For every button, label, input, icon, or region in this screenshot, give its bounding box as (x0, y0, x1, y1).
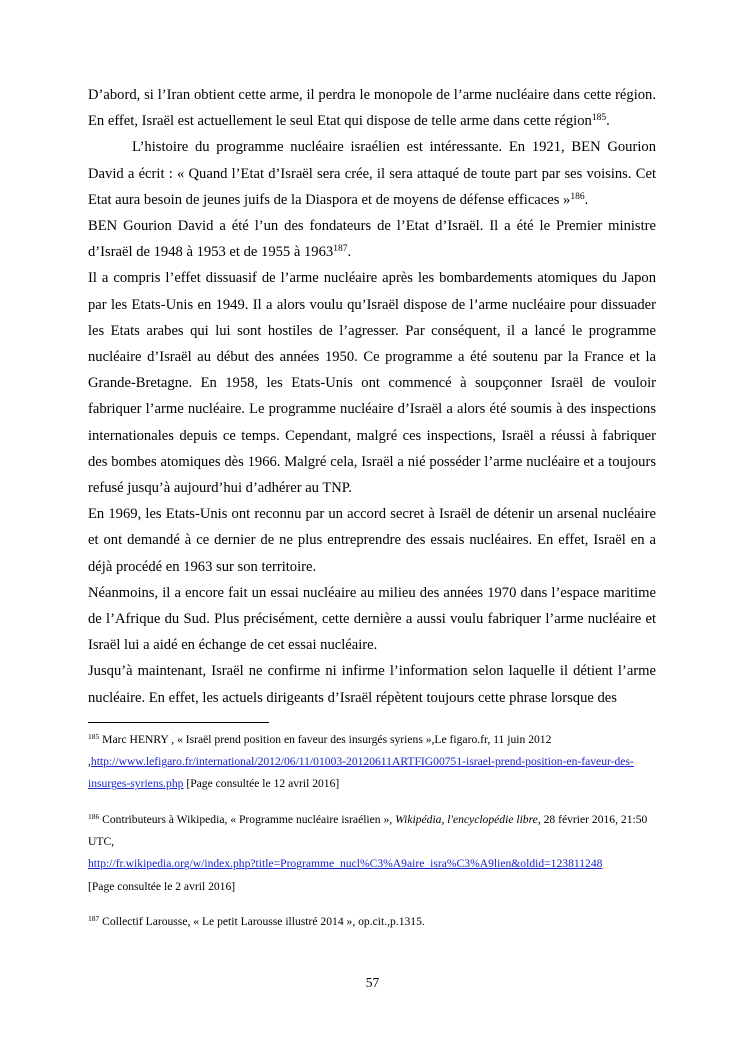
body-text (88, 82, 656, 711)
paragraph-2: L’histoire du programme nucléaire israélien est intéressante. En 1921, BEN Gourion David a écrit : « Quand l’Etat d’Israël sera crée, il sera attaqué de toute part par ses voisins. Cet Etat aura besoin de jeunes juifs de la Diaspora et de moyens de défense efficaces »$^{186}$. (88, 139, 656, 208)
paragraph-4: Il a compris l’effet dissuasif de l’arme nucléaire après les bombardements atomiques du Japon par les Etats-Unis en 1949. Il a alors voulu qu’Israël dispose de l’arme nucléaire pour dissuader les Etats arabes qui lui sont hostiles de l’agresser. Par conséquent, il a lancé le programme nucléaire d’Israël au début des années 1950. Ce programme a été soutenu par la France et la Grande-Bretagne. En 1958, les Etats-Unis ont commencé à soupçonner Israël de vouloir fabriquer l’arme nucléaire. Le programme nucléaire d’Israël a alors été soumis à des inspections internationales depuis ce temps. Cependant, malgré ces inspections, Israël a réussi à fabriquer des bombes atomiques dès 1966. Malgré cela, Israël a nié posséder l’arme nucléaire et a toujours refusé jusqu’à aujourd’hui d’adhérer au TNP. (88, 270, 656, 497)
paragraph-5: En 1969, les Etats-Unis ont reconnu par un accord secret à Israël de détenir un arsenal nucléaire et ont demandé à ce dernier de ne plus entreprendre des essais nucléaires. En effet, Israël en a déjà procédé en 1963 sur son territoire. (88, 506, 656, 575)
footnote-185-link[interactable]: http://www.lefigaro.fr/international/2012/06/11/01003-20120611ARTFIG00751-israel-prend-position-en-faveur-des-insurges-syriens.php (88, 755, 634, 791)
footnote-185: $^{185}$ Marc HENRY , « Israël prend position en faveur des insurgés syriens »,Le figaro.fr, 11 juin 2012 ,http://www.lefigaro.fr/international/2012/06/11/01003-20120611ARTFIG00751-israel-prend-position-en-faveur-des-insurges-syriens.php [Page consultée le 12 avril 2016] (88, 731, 634, 791)
document-page (88, 82, 656, 933)
footnote-ref-187[interactable]: 187 (333, 244, 348, 255)
footnote-187: $^{187}$ Collectif Larousse, « Le petit Larousse illustré 2014 », op.cit.,p.1315. (88, 913, 425, 928)
paragraph-7: Jusqu’à maintenant, Israël ne confirme ni infirme l’information selon laquelle il détient l’arme nucléaire. En effet, les actuels dirigeants d’Israël répètent toujours cette phrase lorsque des (88, 663, 656, 706)
footnote-ref-186[interactable]: 186 (570, 191, 585, 202)
footnote-ref-185[interactable]: 185 (591, 113, 607, 124)
footnote-separator (88, 722, 269, 723)
paragraph-1: D’abord, si l’Iran obtient cette arme, il perdra le monopole de l’arme nucléaire dans cette région. En effet, Israël est actuellement le seul Etat qui dispose de telle arme dans cette région$^{185}$. (88, 87, 656, 130)
footnote-186-link[interactable]: http://fr.wikipedia.org/w/index.php?title=Programme_nucl%C3%A9aire_isra%C3%A9lien&oldid=123811248 (88, 857, 603, 871)
paragraph-6: Néanmoins, il a encore fait un essai nucléaire au milieu des années 1970 dans l’espace maritime de l’Afrique du Sud. Plus précisément, cette dernière a aussi voulu fabriquer l’arme nucléaire et Israël lui a aidé en échange de cet essai nucléaire. (88, 584, 656, 654)
paragraph-3: BEN Gourion David a été l’un des fondateurs de l’Etat d’Israël. Il a été le Premier ministre d’Israël de 1948 à 1953 et de 1955 à 1963$^{187}$. (88, 218, 656, 261)
footnote-186: $^{186}$ Contributeurs à Wikipedia, « Programme nucléaire israélien », Wikipédia, l'encyclopédie libre, 28 février 2016, 21:50 UTC, http://fr.wikipedia.org/w/index.php?title=Programme_nucl%C3%A9aire_isra%C3%A9lien&oldid=123811248 [Page consultée le 2 avril 2016] (88, 811, 648, 893)
page-number: 57 (365, 975, 380, 990)
